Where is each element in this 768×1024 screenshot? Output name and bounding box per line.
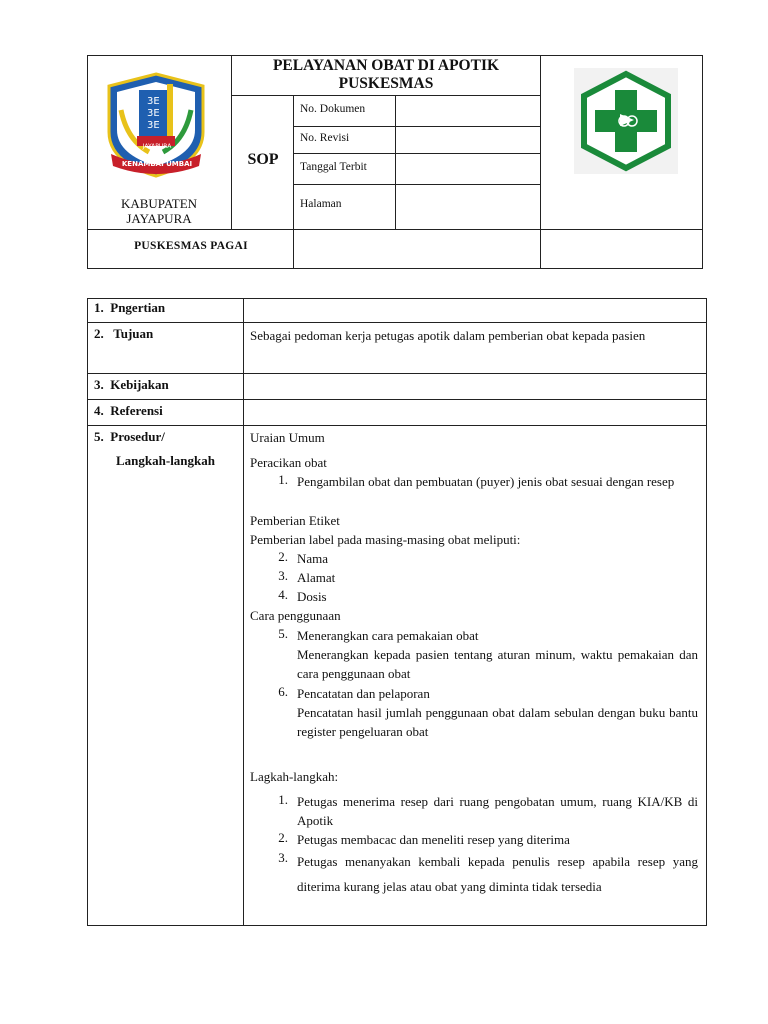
- logo-city-text: JAYAPURA: [142, 143, 172, 150]
- meta-label-no-revisi: No. Revisi: [300, 132, 350, 144]
- divider: [395, 95, 396, 229]
- title-line-2: PUSKESMAS: [338, 75, 434, 92]
- list-item: Pencatatan dan pelaporan: [297, 686, 430, 701]
- list-number: 6.: [278, 684, 288, 699]
- divider: [87, 229, 702, 230]
- list-item: Pengambilan obat dan pembuatan (puyer) jenis obat sesuai dengan resep: [297, 474, 675, 489]
- divider: [87, 373, 706, 374]
- section-2-label: 2. Tujuan: [94, 326, 154, 341]
- list-number: 1.: [278, 472, 288, 487]
- svg-text:3E: 3E: [147, 120, 160, 131]
- section-1-label: 1. Pngertian: [94, 300, 166, 315]
- divider: [293, 126, 541, 127]
- etiket-intro: Pemberian label pada masing-masing obat meliputi:: [250, 532, 521, 547]
- list-item: Alamat: [297, 570, 336, 585]
- list-number: 4.: [278, 587, 288, 602]
- org-name: KABUPATEN JAYAPURA: [120, 196, 198, 226]
- svg-text:3E: 3E: [147, 108, 160, 119]
- list-item: Petugas menanyakan kembali kepada penulis resep apabila resep yang diterima kurang jelas atau obat yang diminta tidak tersedia: [297, 854, 698, 894]
- list-number: 1.: [278, 792, 288, 807]
- list-item-detail: Pencatatan hasil jumlah penggunaan obat dalam sebulan dengan buku bantu register pengeluaran obat: [297, 705, 698, 739]
- divider: [293, 153, 541, 154]
- langkah-heading: Lagkah-langkah:: [250, 769, 339, 784]
- document-title: [232, 57, 540, 93]
- list-number: 2.: [278, 549, 288, 564]
- section-5-label: 5. Prosedur/: [94, 429, 165, 444]
- svg-text:3E: 3E: [147, 96, 160, 107]
- etiket-heading: Pemberian Etiket: [250, 513, 340, 528]
- list-number: 2.: [278, 830, 288, 845]
- divider: [87, 399, 706, 400]
- uraian-umum: Uraian Umum: [250, 430, 325, 445]
- divider: [243, 298, 244, 925]
- section-5-label-2: Langkah-langkah: [116, 453, 215, 468]
- divider: [231, 95, 541, 96]
- puskesmas-logo: [574, 68, 678, 174]
- meta-label-halaman: Halaman: [300, 198, 342, 210]
- meta-label-tanggal-terbit: Tanggal Terbit: [300, 161, 367, 173]
- list-number: 5.: [278, 626, 288, 641]
- sop-label: SOP: [247, 151, 279, 168]
- list-item: Menerangkan cara pemakaian obat: [297, 628, 479, 643]
- list-item: Petugas membacac dan meneliti resep yang diterima: [297, 832, 570, 847]
- list-item: Petugas menerima resep dari ruang pengobatan umum, ruang KIA/KB di Apotik: [297, 794, 698, 828]
- title-line-1: PELAYANAN OBAT DI APOTIK: [272, 57, 500, 74]
- list-item-detail: Menerangkan kepada pasien tentang aturan minum, waktu pemakaian dan cara penggunaan obat: [297, 647, 698, 681]
- facility-name: PUSKESMAS PAGAI: [134, 240, 248, 252]
- divider: [87, 425, 706, 426]
- cara-heading: Cara penggunaan: [250, 608, 341, 623]
- section-4-label: 4. Referensi: [94, 403, 163, 418]
- list-number: 3.: [278, 568, 288, 583]
- list-number: 3.: [278, 850, 288, 865]
- peracikan-heading: Peracikan obat: [250, 455, 327, 470]
- logo-ribbon-text: KENAMBAI UMBAI: [121, 160, 193, 168]
- divider: [540, 55, 541, 268]
- list-item: Nama: [297, 551, 329, 566]
- list-item: Dosis: [297, 589, 327, 604]
- section-3-label: 3. Kebijakan: [94, 377, 169, 392]
- divider: [293, 184, 541, 185]
- section-2-content: Sebagai pedoman kerja petugas apotik dalam pemberian obat kepada pasien: [250, 328, 646, 343]
- meta-label-no-dokumen: No. Dokumen: [300, 103, 366, 115]
